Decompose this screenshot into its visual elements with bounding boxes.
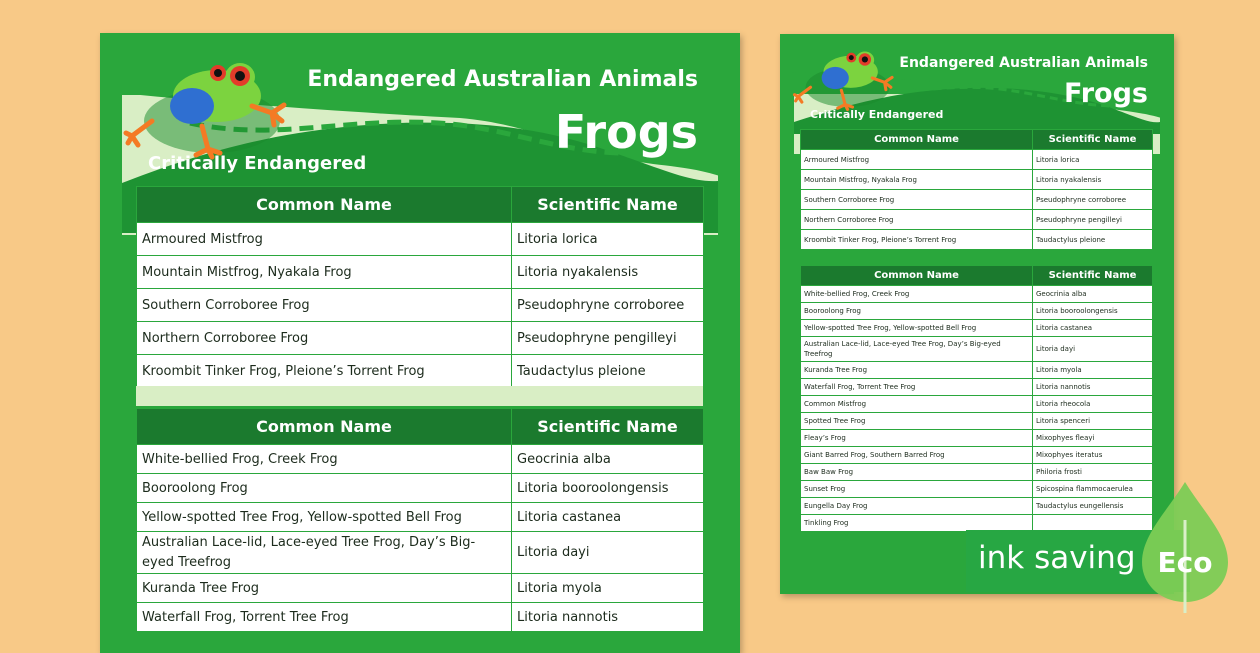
table-row xyxy=(137,322,704,355)
scientific-name-cell: Pseudophryne pengilleyi xyxy=(1033,210,1153,230)
common-name-cell: Yellow-spotted Tree Frog, Yellow-spotted Bell Frog xyxy=(137,503,512,532)
common-name-cell: Waterfall Frog, Torrent Tree Frog xyxy=(801,379,1033,396)
table-row xyxy=(801,430,1153,447)
table-header-row xyxy=(801,266,1153,286)
table-row xyxy=(801,413,1153,430)
common-name-cell: Waterfall Frog, Torrent Tree Frog xyxy=(137,603,512,632)
scientific-name-cell: Litoria booroolongensis xyxy=(512,474,704,503)
section-label-critically-endangered: Critically Endangered xyxy=(810,108,944,121)
table-row xyxy=(137,532,704,574)
common-name-cell: Australian Lace-lid, Lace-eyed Tree Frog, Day’s Big-eyed Treefrog xyxy=(801,337,1033,362)
common-name-cell: Armoured Mistfrog xyxy=(801,150,1033,170)
table-header-row xyxy=(137,409,704,445)
common-name-cell: Southern Corroboree Frog xyxy=(801,190,1033,210)
common-name-cell: Booroolong Frog xyxy=(137,474,512,503)
common-name-cell: Mountain Mistfrog, Nyakala Frog xyxy=(801,170,1033,190)
common-name-cell: Southern Corroboree Frog xyxy=(137,289,512,322)
table-row xyxy=(801,447,1153,464)
scientific-name-cell: Mixophyes iteratus xyxy=(1033,447,1153,464)
table-row xyxy=(801,337,1153,362)
endangered-table xyxy=(136,408,704,632)
scientific-name-cell: Litoria booroolongensis xyxy=(1033,303,1153,320)
scientific-name-cell: Litoria nannotis xyxy=(512,603,704,632)
table-row xyxy=(137,474,704,503)
frog-illustration xyxy=(792,44,897,112)
table-spacer xyxy=(136,386,703,406)
scientific-name-cell: Spicospina flammocaerulea xyxy=(1033,481,1153,498)
table-header-row xyxy=(137,187,704,223)
common-name-cell: Kuranda Tree Frog xyxy=(137,574,512,603)
scientific-name-cell: Pseudophryne pengilleyi xyxy=(512,322,704,355)
table-row xyxy=(801,320,1153,337)
common-name-cell: Tinkling Frog xyxy=(801,515,1033,532)
critically-endangered-table xyxy=(800,129,1153,250)
scientific-name-cell: Taudactylus pleione xyxy=(512,355,704,388)
scientific-name-cell: Litoria rheocola xyxy=(1033,396,1153,413)
table-row xyxy=(801,379,1153,396)
table-row xyxy=(137,574,704,603)
table-header-row xyxy=(801,130,1153,150)
common-name-cell: Northern Corroboree Frog xyxy=(801,210,1033,230)
common-name-cell: White-bellied Frog, Creek Frog xyxy=(801,286,1033,303)
scientific-name-cell: Taudactylus pleione xyxy=(1033,230,1153,250)
column-header-common: Common Name xyxy=(137,187,512,223)
table-row xyxy=(801,362,1153,379)
table-row xyxy=(801,396,1153,413)
common-name-cell: Eungella Day Frog xyxy=(801,498,1033,515)
scientific-name-cell: Litoria myola xyxy=(512,574,704,603)
critically-endangered-table xyxy=(136,186,704,388)
table-row xyxy=(801,150,1153,170)
scientific-name-cell: Geocrinia alba xyxy=(512,445,704,474)
scientific-name-cell: Litoria nyakalensis xyxy=(1033,170,1153,190)
table-row xyxy=(801,498,1153,515)
scientific-name-cell: Philoria frosti xyxy=(1033,464,1153,481)
table-row xyxy=(137,445,704,474)
scientific-name-cell: Litoria dayi xyxy=(1033,337,1153,362)
scientific-name-cell: Litoria dayi xyxy=(512,532,704,574)
table-row xyxy=(801,481,1153,498)
column-header-common: Common Name xyxy=(801,130,1033,150)
section-label-critically-endangered: Critically Endangered xyxy=(148,153,367,174)
scientific-name-cell: Pseudophryne corroboree xyxy=(1033,190,1153,210)
scientific-name-cell: Mixophyes fleayi xyxy=(1033,430,1153,447)
common-name-cell: Sunset Frog xyxy=(801,481,1033,498)
table-row xyxy=(137,603,704,632)
scientific-name-cell: Taudactylus eungellensis xyxy=(1033,498,1153,515)
scientific-name-cell: Litoria spenceri xyxy=(1033,413,1153,430)
eco-label: Eco xyxy=(1157,546,1213,579)
table-row xyxy=(801,515,1153,532)
common-name-cell: Kuranda Tree Frog xyxy=(801,362,1033,379)
common-name-cell: Australian Lace-lid, Lace-eyed Tree Frog, Day’s Big-eyed Treefrog xyxy=(137,532,512,574)
scientific-name-cell: Geocrinia alba xyxy=(1033,286,1153,303)
column-header-scientific: Scientific Name xyxy=(512,187,704,223)
common-name-cell: Yellow-spotted Tree Frog, Yellow-spotted Bell Frog xyxy=(801,320,1033,337)
table-row xyxy=(801,286,1153,303)
scientific-name-cell: Litoria myola xyxy=(1033,362,1153,379)
table-row xyxy=(801,170,1153,190)
table-row xyxy=(137,289,704,322)
endangered-table xyxy=(800,265,1153,532)
ink-saving-label: ink saving xyxy=(978,540,1136,576)
poster-title: Frogs xyxy=(554,105,698,159)
frog-illustration xyxy=(122,51,292,161)
table-row xyxy=(801,230,1153,250)
scientific-name-cell: Litoria lorica xyxy=(512,223,704,256)
column-header-common: Common Name xyxy=(801,266,1033,286)
column-header-scientific: Scientific Name xyxy=(512,409,704,445)
table-row xyxy=(137,503,704,532)
poster-subtitle: Endangered Australian Animals xyxy=(307,67,698,92)
small-poster xyxy=(780,34,1174,594)
common-name-cell: Booroolong Frog xyxy=(801,303,1033,320)
scientific-name-cell: Litoria nannotis xyxy=(1033,379,1153,396)
common-name-cell: Baw Baw Frog xyxy=(801,464,1033,481)
common-name-cell: White-bellied Frog, Creek Frog xyxy=(137,445,512,474)
common-name-cell: Giant Barred Frog, Southern Barred Frog xyxy=(801,447,1033,464)
scientific-name-cell: Litoria castanea xyxy=(1033,320,1153,337)
poster-title: Frogs xyxy=(1064,78,1148,109)
table-row xyxy=(801,303,1153,320)
scientific-name-cell xyxy=(1033,515,1153,532)
table-row xyxy=(801,210,1153,230)
table-row xyxy=(801,464,1153,481)
table-row xyxy=(137,223,704,256)
common-name-cell: Common Mistfrog xyxy=(801,396,1033,413)
table-row xyxy=(801,190,1153,210)
common-name-cell: Mountain Mistfrog, Nyakala Frog xyxy=(137,256,512,289)
large-poster xyxy=(100,33,740,653)
column-header-scientific: Scientific Name xyxy=(1033,130,1153,150)
table-row xyxy=(137,355,704,388)
scientific-name-cell: Pseudophryne corroboree xyxy=(512,289,704,322)
column-header-common: Common Name xyxy=(137,409,512,445)
common-name-cell: Northern Corroboree Frog xyxy=(137,322,512,355)
eco-leaf-icon xyxy=(1140,480,1230,615)
column-header-scientific: Scientific Name xyxy=(1033,266,1153,286)
common-name-cell: Kroombit Tinker Frog, Pleione’s Torrent Frog xyxy=(137,355,512,388)
common-name-cell: Spotted Tree Frog xyxy=(801,413,1033,430)
common-name-cell: Armoured Mistfrog xyxy=(137,223,512,256)
scientific-name-cell: Litoria castanea xyxy=(512,503,704,532)
poster-subtitle: Endangered Australian Animals xyxy=(899,55,1148,71)
scientific-name-cell: Litoria nyakalensis xyxy=(512,256,704,289)
common-name-cell: Kroombit Tinker Frog, Pleione’s Torrent Frog xyxy=(801,230,1033,250)
common-name-cell: Fleay’s Frog xyxy=(801,430,1033,447)
table-row xyxy=(137,256,704,289)
scientific-name-cell: Litoria lorica xyxy=(1033,150,1153,170)
